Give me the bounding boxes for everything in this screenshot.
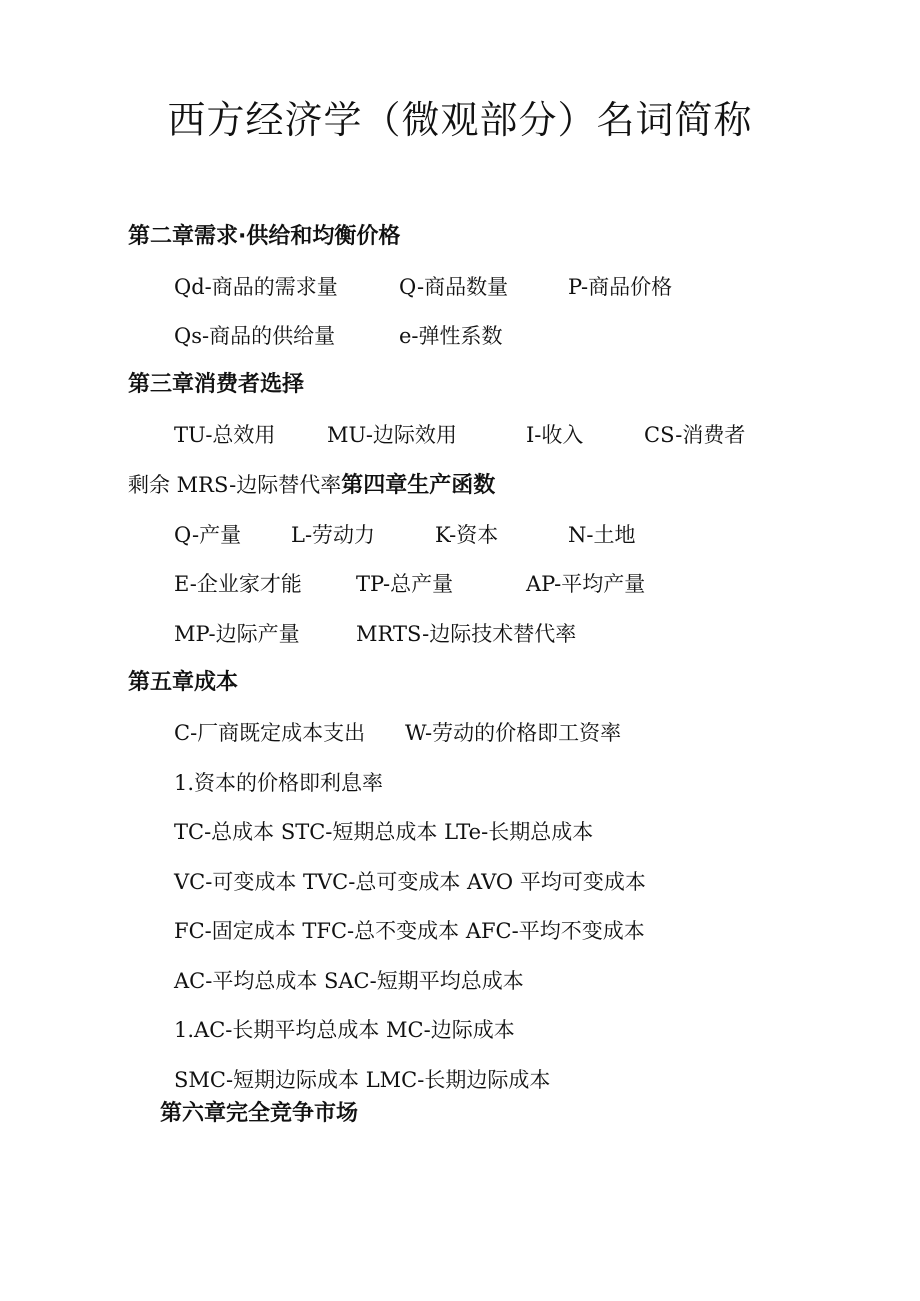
term-ap: AP-平均产量: [526, 572, 646, 596]
term-qs: Qs-商品的供给量: [174, 324, 336, 348]
chapter-2-row-2: [0, 321, 920, 351]
term-cs: CS-消费者: [644, 423, 746, 447]
term-tu: TU-总效用: [174, 423, 276, 447]
chapter-3-row-2: [128, 470, 495, 500]
chapter-5-line-4: VC-可变成本 TVC-总可变成本 AVO 平均可变成本: [174, 870, 646, 894]
term-c: C-厂商既定成本支出: [174, 721, 366, 745]
term-mp: MP-边际产量: [174, 622, 300, 646]
term-i: I-收入: [526, 423, 584, 447]
chapter-5-line-2: 1.资本的价格即利息率: [174, 771, 384, 795]
chapter-5-line-7: 1.AC-长期平均总成本 MC-边际成本: [174, 1018, 515, 1042]
chapter-4-row-1: [0, 520, 920, 550]
term-q: Q-商品数量: [399, 275, 509, 299]
chapter-5-line-3: TC-总成本 STC-短期总成本 LTe-长期总成本: [174, 820, 594, 844]
chapter-4-row-3: [0, 619, 920, 649]
term-l: L-劳动力: [291, 523, 376, 547]
chapter-5-row-1: [0, 718, 920, 748]
term-qd: Qd-商品的需求量: [174, 275, 338, 299]
term-mrts: MRTS-边际技术替代率: [356, 622, 577, 646]
term-k: K-资本: [435, 523, 499, 547]
chapter-6-heading: 第六章完全竞争市场: [160, 1101, 359, 1126]
term-p: P-商品价格: [568, 275, 673, 299]
chapter-5-heading: 第五章成本: [128, 670, 239, 695]
chapter-2-heading: 第二章需求·供给和均衡价格: [128, 224, 401, 249]
page-title: 西方经济学（微观部分）名词简称: [167, 98, 753, 142]
chapter-3-heading: 第三章消费者选择: [128, 372, 305, 397]
chapter-5-line-5: FC-固定成本 TFC-总不变成本 AFC-平均不变成本: [174, 919, 645, 943]
chapter-4-heading: 第四章生产函数: [341, 473, 496, 498]
term-n: N-土地: [568, 523, 636, 547]
term-mrs: 剩余 MRS-边际替代率: [128, 473, 342, 497]
chapter-4-row-2: [0, 569, 920, 599]
chapter-3-row-1: [0, 420, 920, 450]
chapter-2-row-1: [0, 272, 920, 302]
term-tp: TP-总产量: [356, 572, 454, 596]
term-mu: MU-边际效用: [327, 423, 457, 447]
term-q-output: Q-产量: [174, 523, 242, 547]
term-e-entrepreneur: E-企业家才能: [174, 572, 302, 596]
chapter-5-line-8: SMC-短期边际成本 LMC-长期边际成本: [174, 1068, 551, 1092]
term-w: W-劳动的价格即工资率: [405, 721, 622, 745]
chapter-5-line-6: AC-平均总成本 SAC-短期平均总成本: [174, 969, 524, 993]
term-e: e-弹性系数: [399, 324, 503, 348]
